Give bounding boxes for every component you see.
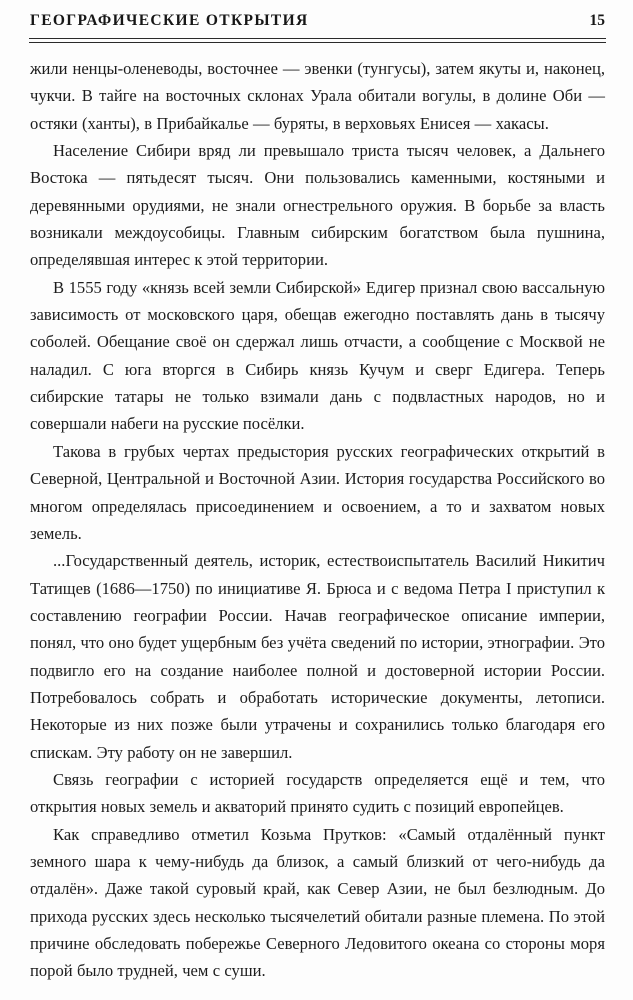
header-divider [29,38,606,44]
running-header [30,13,605,41]
paragraph: В 1555 году «князь всей земли Сибирской» Едигер признал свою вассальную зависимость от московского царя, обещав ежегодно поставлять дань в тысячу соболей. Обещание своё он сдержал лишь отчасти, а сообщение с Москвой не наладил. С юга вторгся в Сибирь князь Кучум и сверг Едигера. Теперь сибирские татары не только взимали дань с подвластных народов, но и совершали набеги на русские посёлки. [30,277,605,434]
body-text-block [30,55,605,985]
paragraph: жили ненцы-оленеводы, восточнее — эвенки (тунгусы), затем якуты и, наконец, чукчи. В тайге на восточных склонах Урала обитали вогулы, в долине Оби — остяки (ханты), в Прибайкалье — буряты, в верховьях Енисея — хакасы. [30,59,605,133]
page-number: 15 [589,12,605,29]
page-title: ГЕОГРАФИЧЕСКИЕ ОТКРЫТИЯ [30,12,309,29]
divider-rule-bottom [29,42,606,43]
paragraph: Как справедливо отметил Козьма Прутков: «Самый отдалённый пункт земного шара к чему-нибудь да близок, а самый близкий от чего-нибудь да отдалён». Даже такой суровый край, как Север Азии, не был безлюдным. До прихода русских здесь несколько тысячелетий обитали разные племена. По этой причине обследовать побережье Северного Ледовитого океана со стороны моря порой было трудней, чем с суши. [30,824,605,981]
paragraph: Связь географии с историей государств определяется ещё и тем, что открытия новых земель и акваторий принято судить с позиций европейцев. [30,769,605,817]
paragraph: Население Сибири вряд ли превышало триста тысяч человек, а Дальнего Востока — пятьдесят тысяч. Они пользовались каменными, костяными и деревянными орудиями, не знали огнестрельного оружия. В борьбе за власть возникали междоусобицы. Главным сибирским богатством была пушнина, определявшая интерес к этой территории. [30,141,605,270]
paragraph: Такова в грубых чертах предыстория русских географических открытий в Северной, Центральной и Восточной Азии. История государства Российского во многом определялась присоединением и освоением, а то и захватом новых земель. [30,441,605,543]
divider-rule-top [29,38,606,39]
paragraph: ...Государственный деятель, историк, естествоиспытатель Василий Никитич Татищев (1686—1750) по инициативе Я. Брюса и с ведома Петра I приступил к составлению географии России. Начав географическое описание империи, понял, что оно будет ущербным без учёта сведений по истории, этнографии. Это подвигло его на создание наиболее полной и достоверной истории России. Потребовалось собрать и обработать исторические документы, летописи. Некоторые из них позже были утрачены и сохранились только благодаря его спискам. Эту работу он не завершил. [30,551,605,762]
